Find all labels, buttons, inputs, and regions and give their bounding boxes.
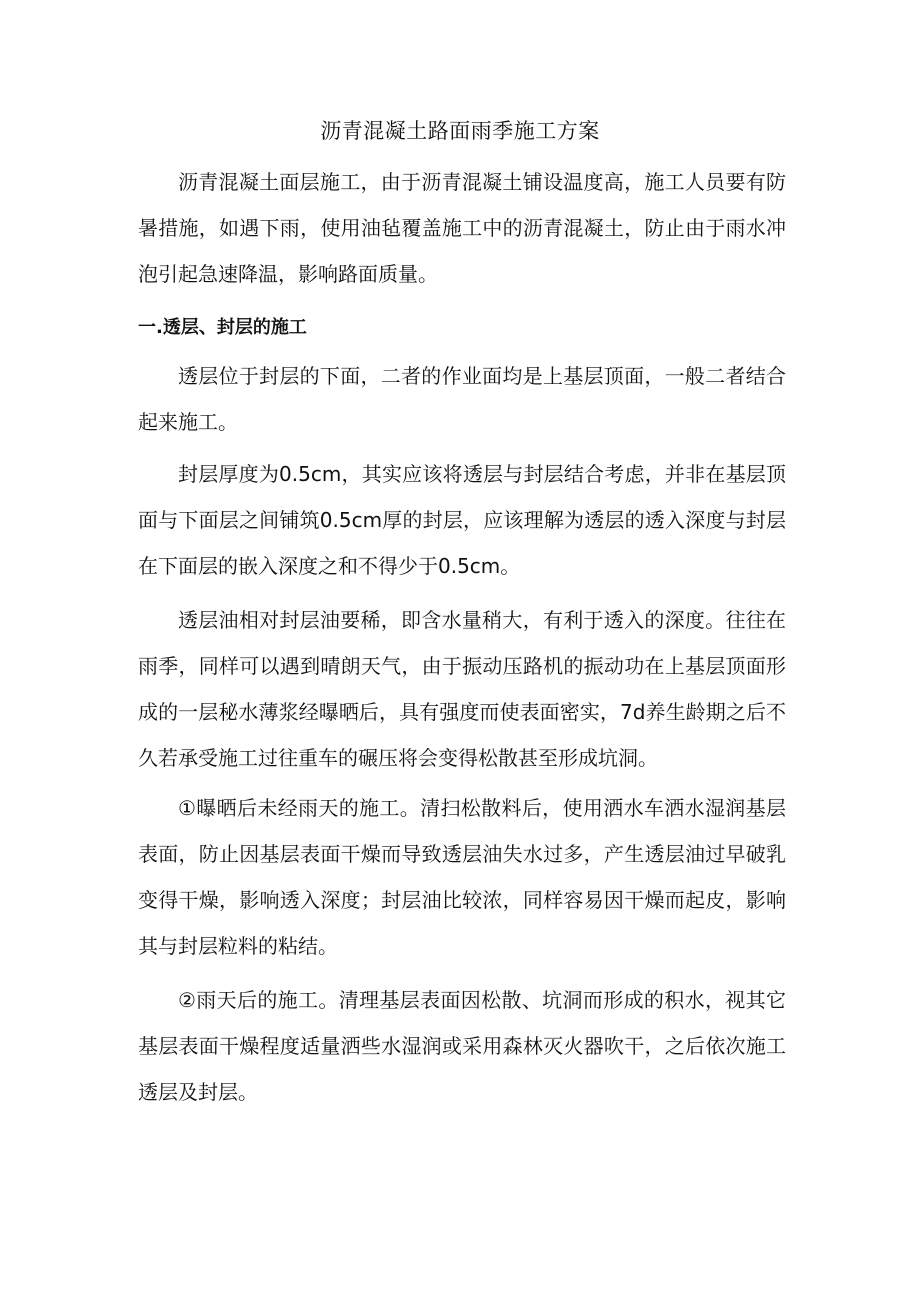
intro-paragraph: 沥青混凝土面层施工，由于沥青混凝土铺设温度高，施工人员要有防暑措施，如遇下雨，使用油毡覆盖施工中的沥青混凝土，防止由于雨水冲泡引起急速降温，影响路面质量。 <box>138 170 786 286</box>
document-title: 沥青混凝土路面雨季施工方案 <box>320 119 600 143</box>
paragraph-after-rain-construction: ②雨天后的施工。清理基层表面因松散、坑洞而形成的积水，视其它基层表面干燥程度适量洒些水湿润或采用森林灭火器吹干，之后依次施工透层及封层。 <box>138 988 786 1104</box>
paragraph-prime-coat-position: 透层位于封层的下面，二者的作业面均是上基层顶面，一般二者结合起来施工。 <box>138 364 786 434</box>
paragraph-seal-thickness: 封层厚度为0.5cm，其实应该将透层与封层结合考虑，并非在基层顶面与下面层之间铺筑0.5cm厚的封层，应该理解为透层的透入深度与封层在下面层的嵌入深度之和不得少于0.5cm。 <box>138 462 786 578</box>
paragraph-dry-weather-construction: ①曝晒后未经雨天的施工。清扫松散料后，使用洒水车洒水湿润基层表面，防止因基层表面干燥而导致透层油失水过多，产生透层油过早破乳变得干燥，影响透入深度；封层油比较浓，同样容易因干燥而起皮，影响其与封层粒料的粘结。 <box>138 796 786 958</box>
paragraph-prime-oil-properties: 透层油相对封层油要稀，即含水量稍大，有利于透入的深度。往往在雨季，同样可以遇到晴朗天气，由于振动压路机的振动功在上基层顶面形成的一层秘水薄浆经曝晒后，具有强度而使表面密实，7d养生龄期之后不久若承受施工过往重车的碾压将会变得松散甚至形成坑洞。 <box>138 608 786 770</box>
section-heading-sealing-layers: 一.透层、封层的施工 <box>138 317 307 338</box>
